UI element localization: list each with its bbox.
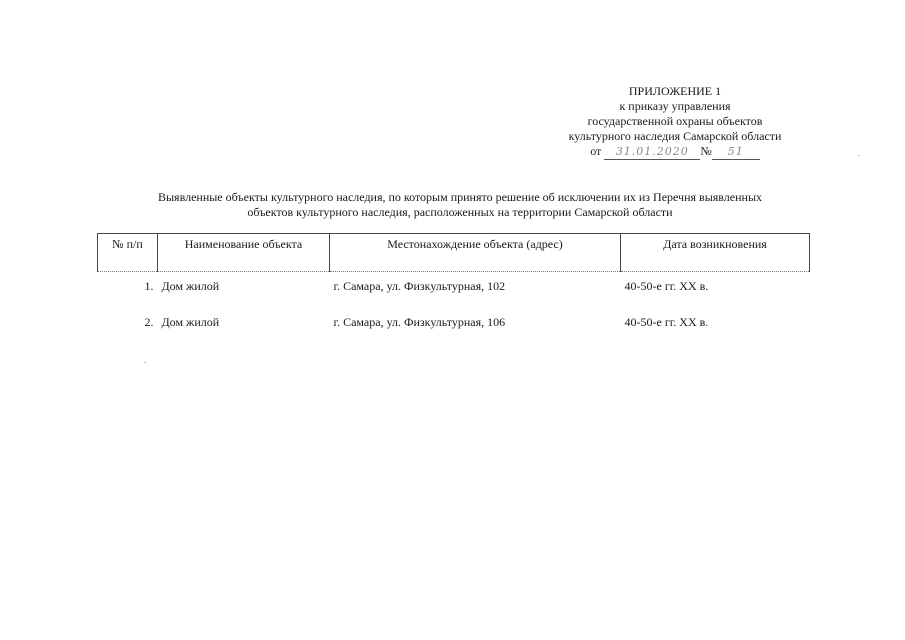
header-date: Дата возникновения [621, 234, 810, 272]
row-address: г. Самара, ул. Физкультурная, 106 [333, 315, 506, 329]
row-number: 2. [144, 315, 154, 329]
scan-speck [858, 155, 860, 156]
appendix-date-line [520, 144, 830, 160]
appendix-line-1: к приказу управления [619, 99, 731, 113]
objects-table [97, 233, 810, 344]
row-date: 40-50-е гг. XX в. [624, 315, 709, 329]
header-address: Местонахождение объекта (адрес) [330, 234, 621, 272]
appendix-block [520, 84, 830, 160]
handwritten-number: 51 [712, 144, 760, 160]
header-number: № п/п [98, 234, 158, 272]
title-line-2: объектов культурного наследия, расположенных на территории Самарской области [247, 205, 673, 219]
appendix-heading: ПРИЛОЖЕНИЕ 1 [628, 84, 722, 98]
row-date: 40-50-е гг. XX в. [624, 279, 709, 293]
document-title [80, 190, 840, 220]
table-row [98, 272, 810, 309]
header-object-name: Наименование объекта [158, 234, 330, 272]
row-address: г. Самара, ул. Физкультурная, 102 [333, 279, 506, 293]
handwritten-date: 31.01.2020 [604, 144, 700, 160]
table-row [98, 308, 810, 344]
number-label: № [700, 144, 712, 158]
table-header-row [98, 234, 810, 272]
row-number: 1. [144, 279, 154, 293]
appendix-line-2: государственной охраны объектов [587, 114, 763, 128]
row-object-name: Дом жилой [161, 315, 220, 329]
row-object-name: Дом жилой [161, 279, 220, 293]
title-line-1: Выявленные объекты культурного наследия, по которым принято решение об исключении их из Перечня выявленных [157, 190, 763, 204]
scan-speck [144, 362, 146, 363]
appendix-line-3: культурного наследия Самарской области [568, 129, 782, 143]
date-prefix: от [590, 144, 602, 158]
